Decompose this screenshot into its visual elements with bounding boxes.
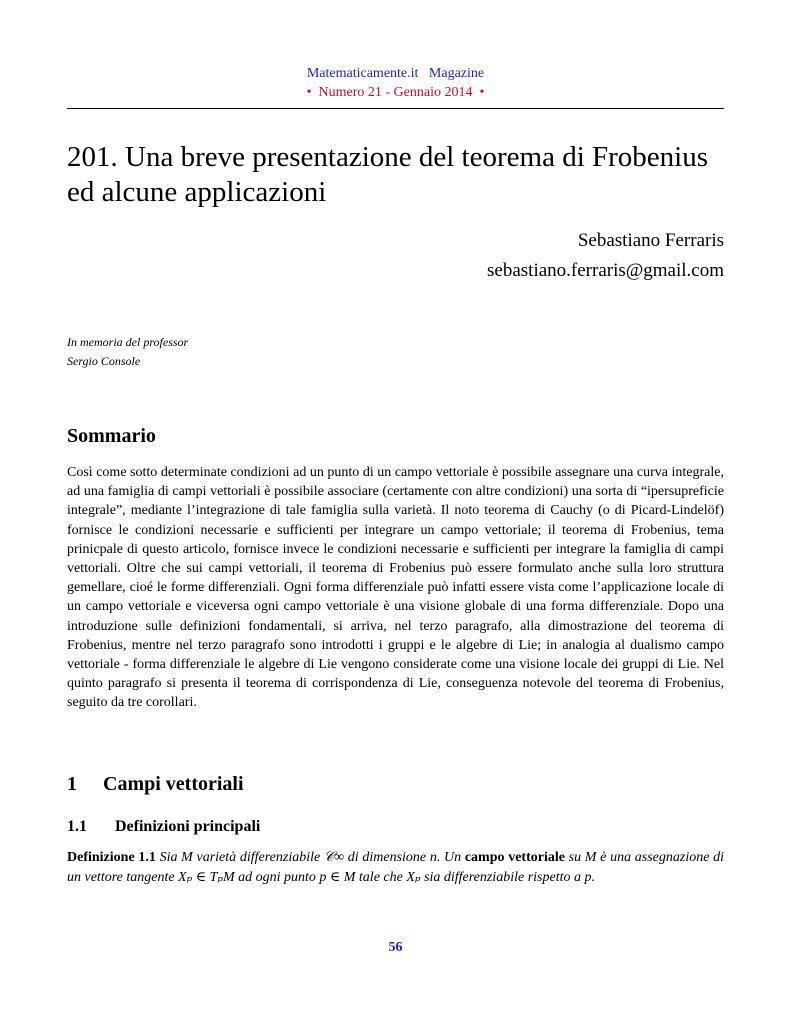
definition-term: campo vettoriale	[464, 850, 565, 865]
header-rule	[67, 108, 724, 109]
dedication-line-1: In memoria del professor	[67, 335, 189, 349]
abstract-text: Così come sotto determinate condizioni ad un punto di un campo vettoriale è possibile assegnare una curva integrale, ad una famiglia di campi vettoriali è possibile associare (certamente con altre condizioni) una sorta di “ipersupreficie integrale”, mediante l’integrazione di tale famiglia sulla varietà. Il noto teorema di Cauchy (o di Picard-Lindelöf) fornisce le condizioni necessarie e sufficienti per integrare un campo vettoriale; il teorema di Frobenius, tema prinicpale di questo articolo, fornisce invece le condizioni necessarie e sufficienti per integrare la famiglia di campi vettoriali. Oltre che sui campi vettoriali, il teorema di Frobenius può essere formulato anche sulla loro struttura gemellare, cioé le forme differenziali. Ogni forma differenziale può infatti essere vista come l’applicazione locale di un campo vettoriale e viceversa ogni campo vettoriale è una visione globale di una forma differenziale. Dopo una introduzione sulle definizioni fondamentali, si arriva, nel terzo paragrafo, alla dimostrazione del teorema di Frobenius, mentre nel terzo paragrafo sono introdotti i gruppi e le algebre di Lie; in analogia al dualismo campo vettoriale - forma differenziale le algebre di Lie vengono considerate come una visione locale dei gruppi di Lie. Nel quinto paragrafo si presenta il teorema di corrispondenza di Lie, conseguenza notevole del teorema di Frobenius, seguito da tre corollari.	[67, 465, 724, 711]
section-number: 1	[67, 773, 77, 795]
author-block	[487, 226, 724, 286]
section-title: Campi vettoriali	[103, 773, 244, 795]
article-title: 201. Una breve presentazione del teorema di Frobenius ed alcune applicazioni	[67, 141, 709, 208]
subsection-title: Definizioni principali	[115, 818, 261, 835]
definition-text-a: Sia M varietà differenziabile 𝒞∞ di dimensione n. Un	[159, 850, 462, 865]
subsection-heading	[67, 818, 260, 836]
magazine-header	[0, 64, 791, 102]
page-number: 56	[388, 940, 403, 955]
abstract-heading: Sommario	[67, 425, 156, 447]
section-heading	[67, 773, 244, 796]
issue-line: • Numero 21 - Gennaio 2014 •	[306, 85, 485, 100]
magazine-name: Matematicamente.it Magazine	[306, 66, 485, 81]
definition-block	[67, 848, 724, 888]
dedication-line-2: Sergio Console	[67, 354, 141, 368]
subsection-number: 1.1	[67, 818, 87, 835]
definition-text-b: su M è una assegnazione di un vettore tangente Xₚ ∈ TₚM ad ogni punto p ∈ M tale che Xₚ sia differenziabile rispetto a p.	[67, 850, 725, 885]
author-name: Sebastiano Ferraris	[577, 230, 724, 251]
author-email[interactable]: sebastiano.ferraris@gmail.com	[487, 260, 724, 281]
dedication	[67, 333, 188, 371]
definition-label: Definizione 1.1	[67, 850, 156, 865]
